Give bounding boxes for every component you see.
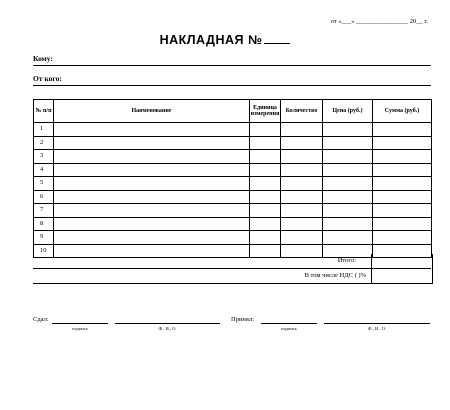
handed-name-line: [115, 323, 220, 324]
table-row: [34, 231, 432, 245]
from-label: От кого:: [33, 74, 62, 83]
col-header-unit: Единица измерения: [250, 100, 281, 123]
date-line: от «___» ________________ 20__ г.: [330, 18, 428, 25]
row-number: 7: [34, 204, 54, 218]
row-number: 9: [34, 231, 54, 245]
invoice-number-blank: [264, 34, 290, 44]
table-row: [34, 177, 432, 191]
to-label: Кому:: [33, 54, 53, 63]
received-signature-line: [261, 323, 317, 324]
received-label: Принял:: [231, 316, 254, 323]
row-number: 8: [34, 217, 54, 231]
col-header-number: № п/п: [34, 100, 54, 123]
row-number: 5: [34, 177, 54, 191]
table-row: [34, 190, 432, 204]
table-row: [34, 150, 432, 164]
received-signature-caption: подпись: [281, 326, 297, 331]
items-table: [33, 99, 432, 258]
col-header-price: Цена (руб.): [323, 100, 373, 123]
row-number: 3: [34, 150, 54, 164]
table-header-row: [34, 100, 432, 123]
col-header-name: Наименование: [54, 100, 250, 123]
table-row: [34, 217, 432, 231]
vat-line: [33, 283, 371, 284]
handed-label: Сдал:: [33, 316, 49, 323]
to-line: [33, 65, 431, 66]
handed-signature-line: [52, 323, 108, 324]
handed-name-caption: Ф., И., О.: [158, 326, 177, 331]
from-line: [33, 85, 431, 86]
row-number: 4: [34, 163, 54, 177]
document-title: [0, 33, 450, 47]
col-header-quantity: Количество: [281, 100, 323, 123]
table-row: [34, 204, 432, 218]
row-number: 2: [34, 136, 54, 150]
total-sum-cell: [371, 254, 433, 284]
row-number: 6: [34, 190, 54, 204]
table-row: [34, 123, 432, 137]
received-name-caption: Ф., И., О.: [368, 326, 386, 331]
handed-signature-caption: подпись: [72, 326, 88, 331]
vat-label: В том числе НДС ( )%: [304, 272, 366, 279]
total-label: Итого:: [337, 257, 356, 264]
col-header-sum: Сумма (руб.): [373, 100, 432, 123]
total-line: [33, 268, 371, 269]
title-text: НАКЛАДНАЯ №: [159, 33, 263, 47]
row-number: 10: [34, 244, 54, 258]
table-row: [34, 136, 432, 150]
table-row: [34, 163, 432, 177]
total-divider: [371, 268, 431, 269]
row-number: 1: [34, 123, 54, 137]
received-name-line: [324, 323, 430, 324]
